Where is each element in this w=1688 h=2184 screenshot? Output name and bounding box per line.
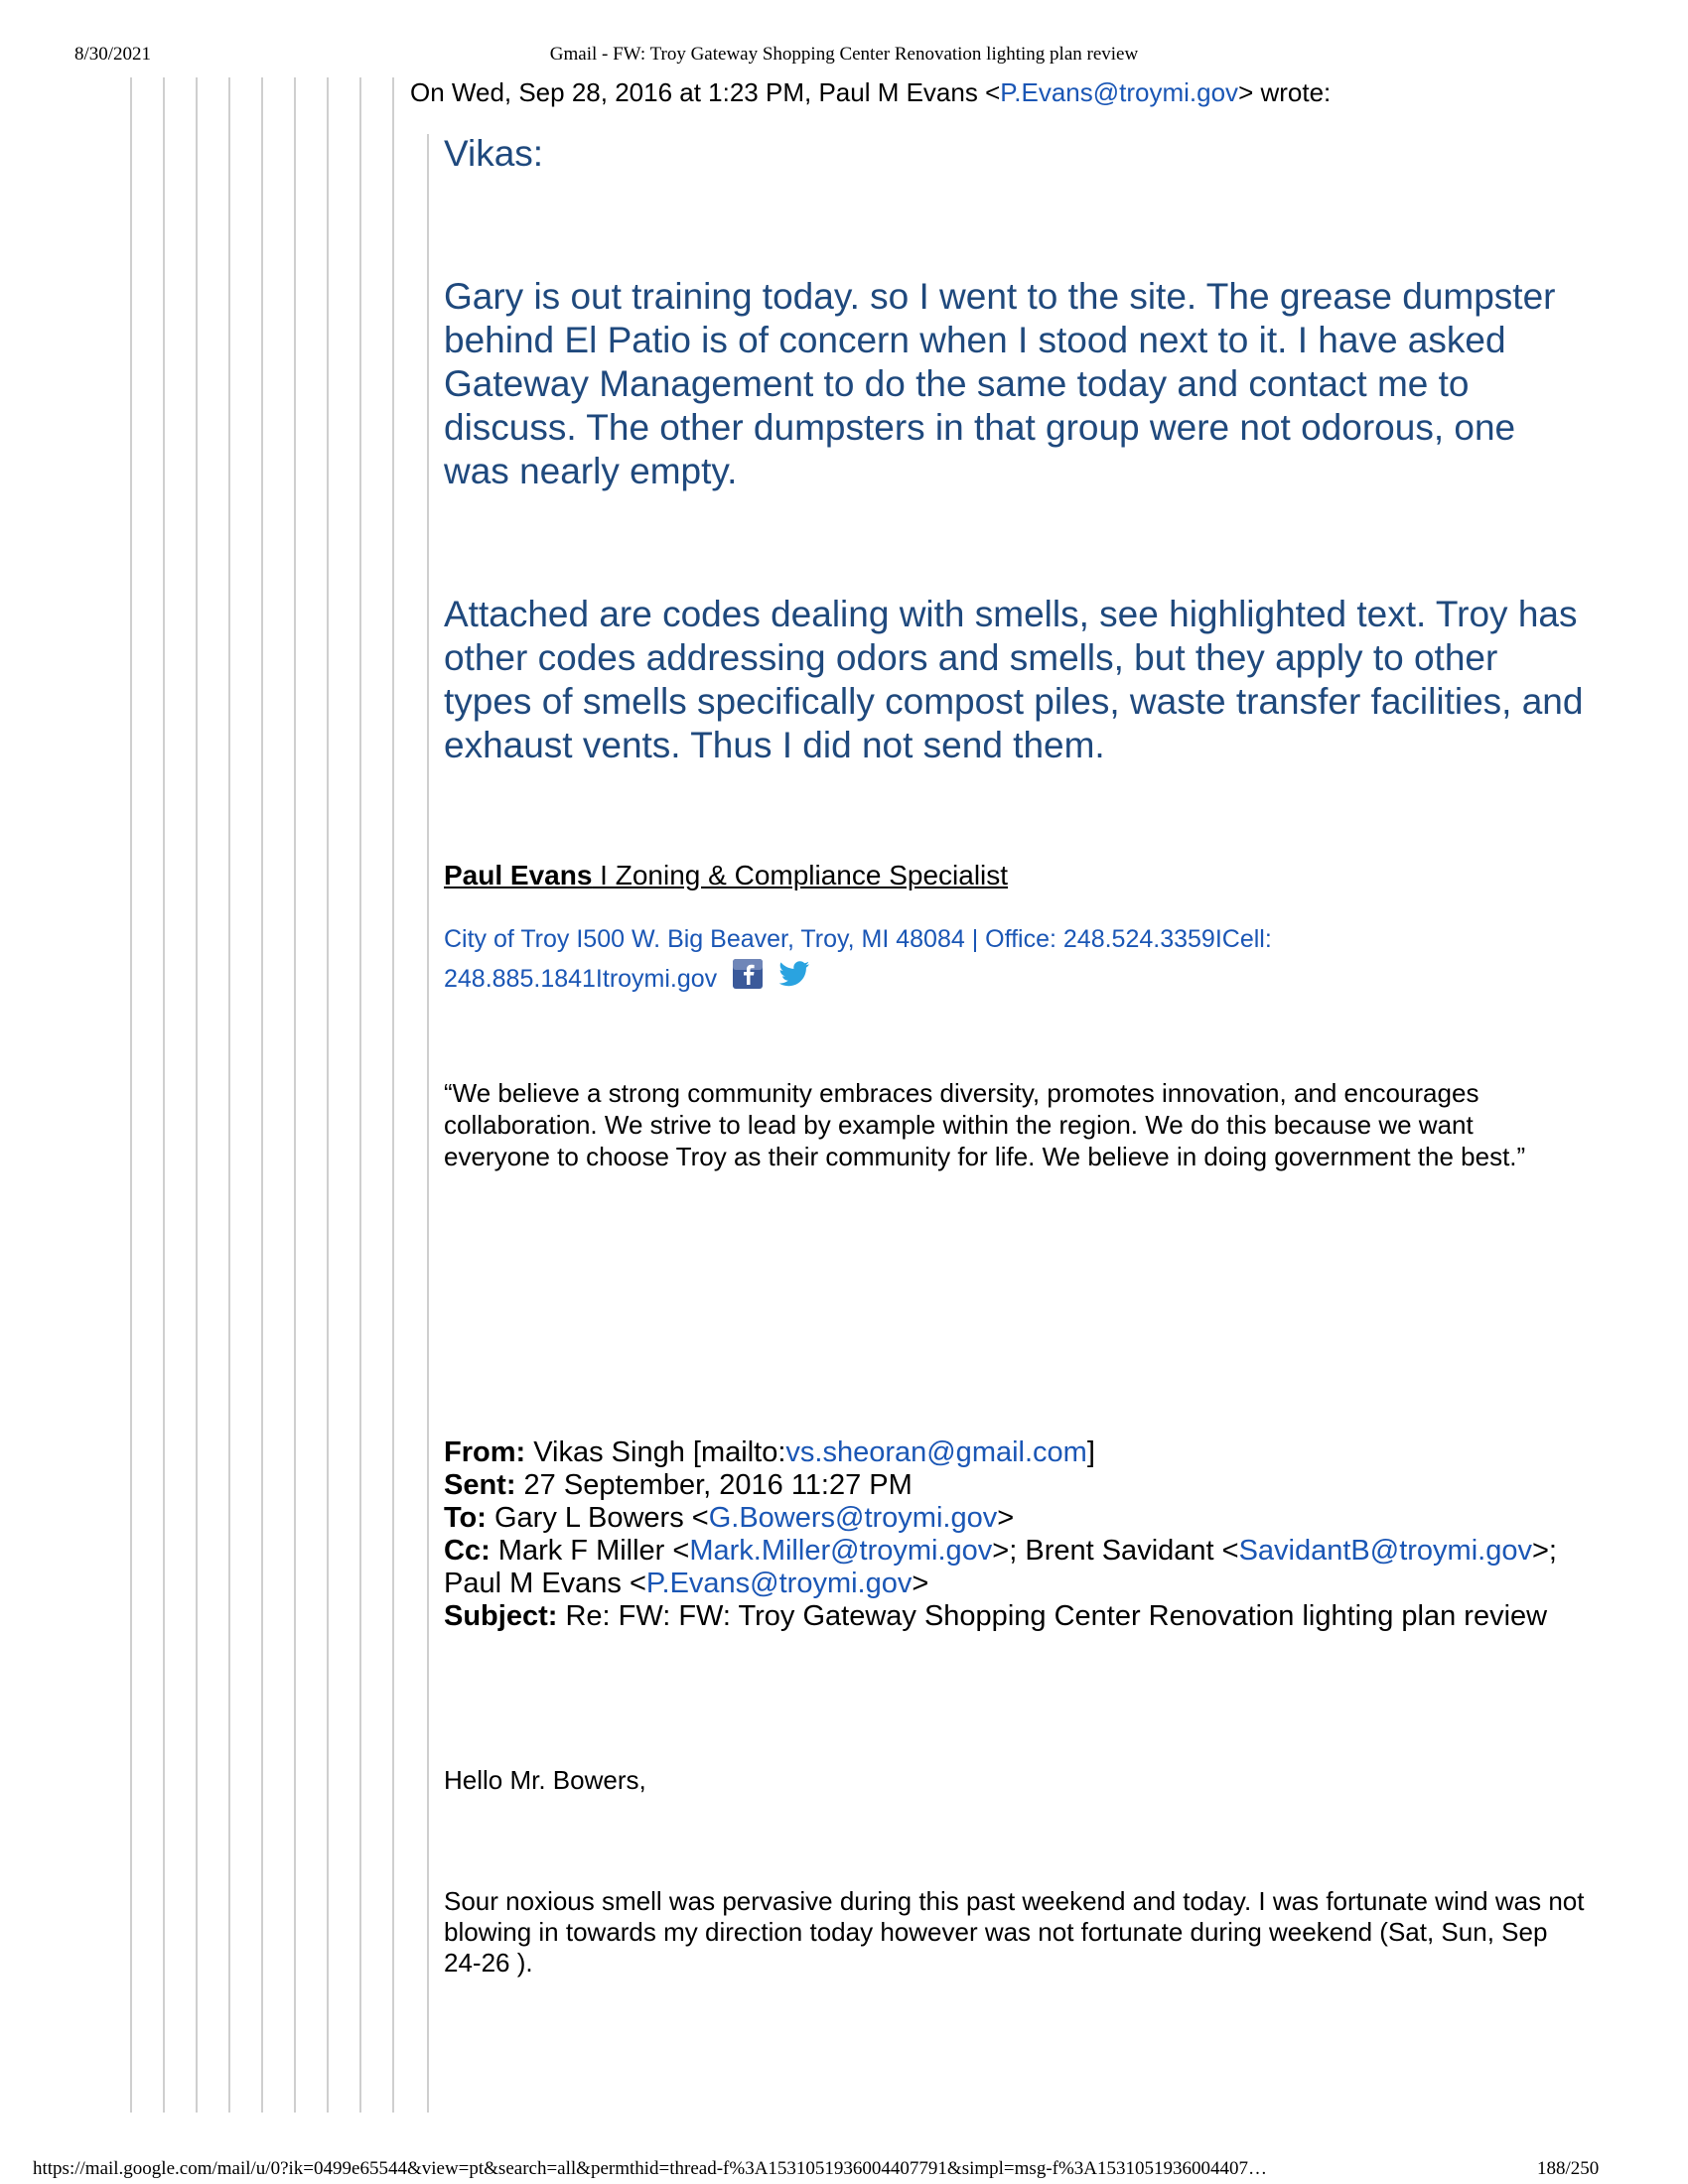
quote-line [327, 77, 329, 2113]
quote-line [392, 77, 394, 2113]
quote-line [130, 77, 132, 2113]
signature-name: Paul Evans I Zoning & Compliance Specialist [444, 860, 1009, 890]
from-line: From: Vikas Singh [mailto:vs.sheoran@gmail.com] [444, 1436, 1095, 1468]
forwarded-header [444, 1436, 1586, 1633]
signature-address: City of Troy I500 W. Big Beaver, Troy, MI 48084 | Office: 248.524.3359ICell: 248.885.1841Itroymi.gov [444, 919, 1437, 1001]
twitter-icon[interactable] [778, 960, 810, 1000]
print-title: Gmail - FW: Troy Gateway Shopping Center Renovation lighting plan review [549, 44, 1139, 65]
message-body: Sour noxious smell was pervasive during this past weekend and today. I was fortunate wind was not blowing in towards my direction today however was not fortunate during weekend (Sat, Sun, Sep 24-26 ). [444, 1886, 1585, 1978]
quote-line [163, 77, 165, 2113]
attribution-email-link[interactable]: P.Evans@troymi.gov [1000, 77, 1239, 107]
from-email-link[interactable]: vs.sheoran@gmail.com [785, 1436, 1087, 1468]
message-greeting: Hello Mr. Bowers, [444, 1765, 646, 1795]
cc-email-link[interactable]: P.Evans@troymi.gov [645, 1568, 913, 1599]
quote-attribution: On Wed, Sep 28, 2016 at 1:23 PM, Paul M Evans <P.Evans@troymi.gov> wrote: [410, 77, 1332, 107]
facebook-icon[interactable] [733, 959, 763, 1001]
print-date: 8/30/2021 [74, 44, 152, 65]
cc-line: Cc: Mark F Miller <Mark.Miller@troymi.gov>; Brent Savidant <SavidantB@troymi.gov>; Paul M Evans <P.Evans@troymi.gov> [444, 1535, 1557, 1599]
print-url: https://mail.google.com/mail/u/0?ik=0499e65544&view=pt&search=all&permthid=thread-f%3A1531051936004407791&simpl=msg-f%3A1531051936004407… [33, 2158, 1268, 2179]
quote-line [196, 77, 198, 2113]
page-number: 188/250 [1537, 2158, 1600, 2179]
reply-paragraph: Attached are codes dealing with smells, see highlighted text. Troy has other codes addressing odors and smells, but they apply to other types of smells specifically compost piles, waste transfer facilities, and exhaust vents. Thus I did not send them. [444, 594, 1584, 765]
to-line: To: Gary L Bowers <G.Bowers@troymi.gov> [444, 1502, 1015, 1534]
sent-line: Sent: 27 September, 2016 11:27 PM [444, 1469, 913, 1501]
reply-paragraph: Gary is out training today. so I went to the site. The grease dumpster behind El Patio is of concern when I stood next to it. I have asked Gateway Management to do the same today and contact me to discuss. The other dumpsters in that group were not odorous, one was nearly empty. [444, 276, 1556, 491]
quote-line [228, 77, 230, 2113]
cc-email-link[interactable]: Mark.Miller@troymi.gov [689, 1535, 993, 1567]
quote-line [294, 77, 296, 2113]
subject-line: Subject: Re: FW: FW: Troy Gateway Shopping Center Renovation lighting plan review [444, 1600, 1548, 1632]
cc-email-link[interactable]: SavidantB@troymi.gov [1238, 1535, 1532, 1567]
quote-line [359, 77, 361, 2113]
reply-greeting: Vikas: [444, 133, 544, 174]
to-email-link[interactable]: G.Bowers@troymi.gov [708, 1502, 998, 1534]
quote-line [261, 77, 263, 2113]
mission-statement: “We believe a strong community embraces diversity, promotes innovation, and encourages collaboration. We strive to lead by example within the region. We do this because we want everyone to choose Troy as their community for life. We believe in doing government the best.” [444, 1078, 1526, 1171]
blockquote-line [427, 134, 429, 2113]
